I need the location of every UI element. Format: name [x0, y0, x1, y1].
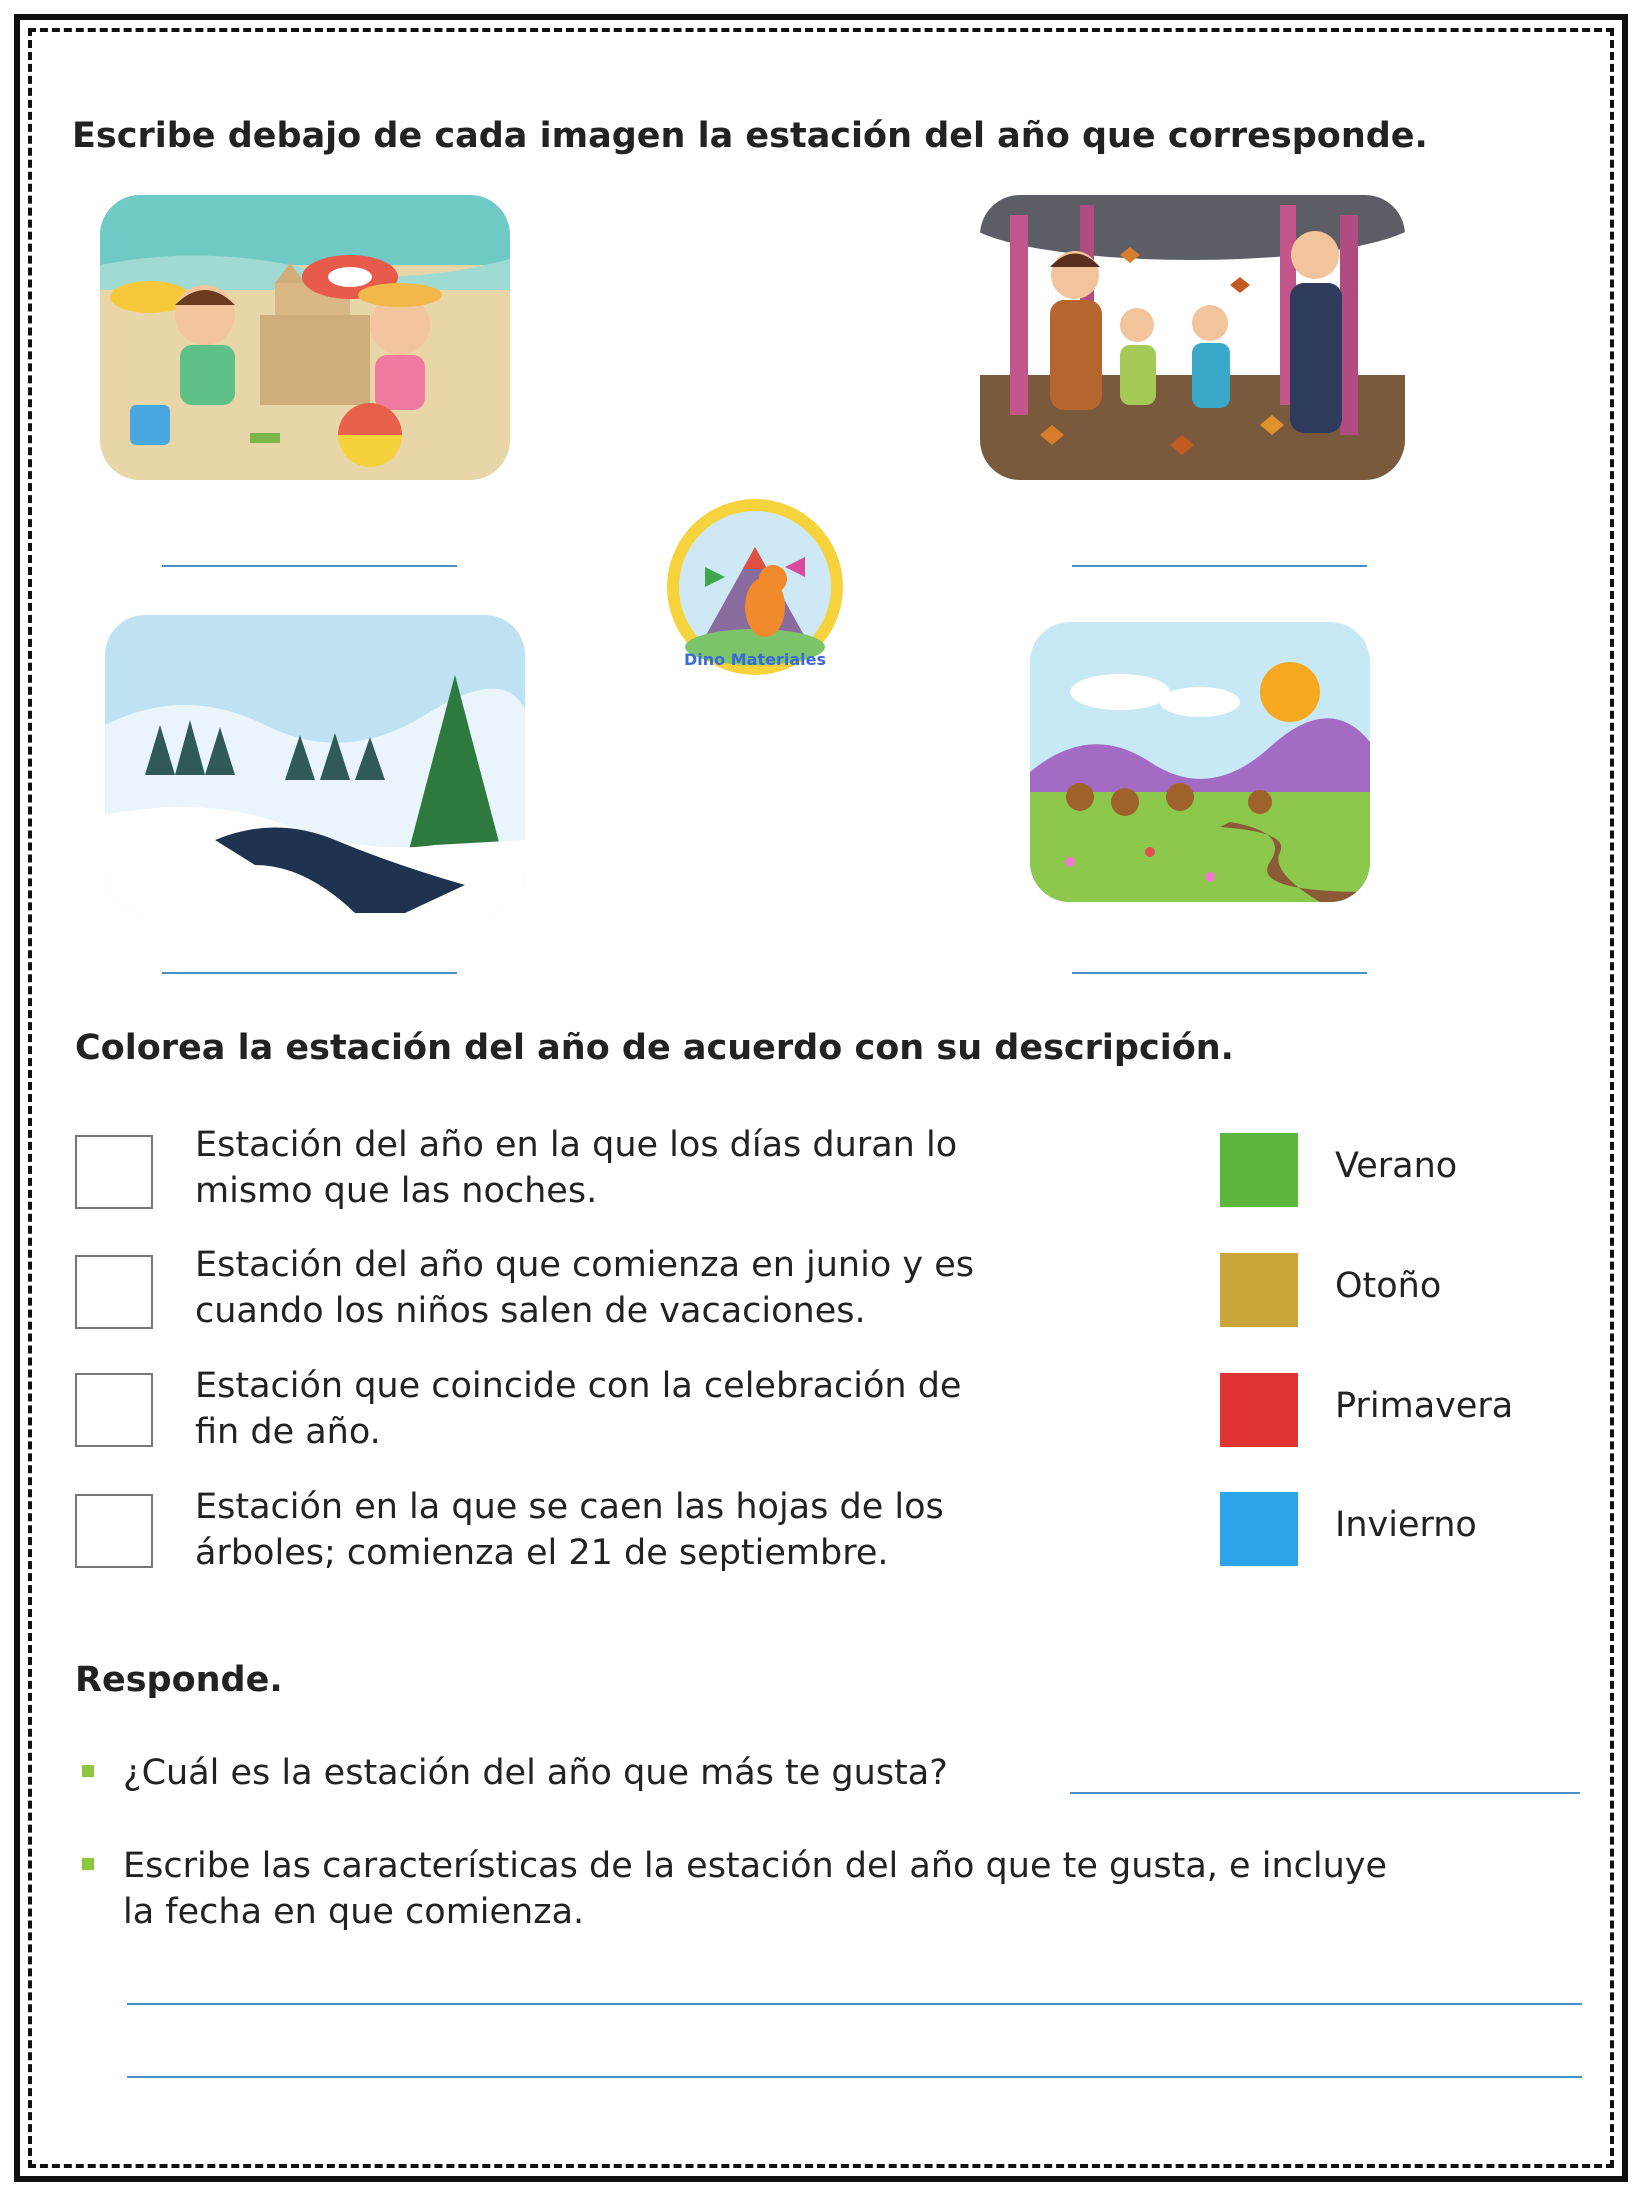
illustration-autumn-park	[980, 195, 1405, 480]
heading-responde: Responde.	[75, 1660, 283, 1700]
answer-line-q2-1[interactable]	[127, 2003, 1582, 2005]
answer-line-autumn[interactable]	[1072, 565, 1367, 567]
answer-line-q1[interactable]	[1070, 1792, 1580, 1794]
color-box-2[interactable]	[75, 1255, 153, 1329]
legend-swatch-otono	[1220, 1253, 1298, 1327]
question-1: ¿Cuál es la estación del año que más te gusta?	[123, 1753, 948, 1793]
instruction-seasons-images: Escribe debajo de cada imagen la estación del año que corresponde.	[72, 116, 1428, 156]
description-4: Estación en la que se caen las hojas de los árboles; comienza el 21 de septiembre.	[195, 1487, 944, 1573]
bullet-2	[82, 1858, 94, 1870]
question-2: Escribe las características de la estación del año que te gusta, e incluye la fecha en que comienza.	[123, 1846, 1388, 1932]
description-3: Estación que coincide con la celebración de fin de año.	[195, 1366, 962, 1452]
description-2: Estación del año que comienza en junio y es cuando los niños salen de vacaciones.	[195, 1245, 974, 1331]
description-1: Estación del año en la que los días duran lo mismo que las noches.	[195, 1125, 958, 1211]
logo-text: Dino Materiales	[684, 650, 826, 669]
bullet-1	[82, 1765, 94, 1777]
answer-line-spring[interactable]	[1072, 972, 1367, 974]
answer-line-summer[interactable]	[162, 565, 457, 567]
color-box-3[interactable]	[75, 1373, 153, 1447]
legend-swatch-primavera	[1220, 1373, 1298, 1447]
legend-swatch-invierno	[1220, 1492, 1298, 1566]
dino-materiales-logo	[665, 497, 845, 677]
color-box-1[interactable]	[75, 1135, 153, 1209]
illustration-winter-snow	[105, 615, 525, 913]
illustration-summer-beach	[100, 195, 510, 480]
legend-label-otono: Otoño	[1335, 1266, 1442, 1306]
answer-line-q2-2[interactable]	[127, 2076, 1582, 2078]
legend-label-invierno: Invierno	[1335, 1505, 1477, 1545]
legend-label-verano: Verano	[1335, 1146, 1458, 1186]
illustration-spring-field	[1030, 622, 1370, 902]
legend-swatch-verano	[1220, 1133, 1298, 1207]
instruction-color-seasons: Colorea la estación del año de acuerdo con su descripción.	[75, 1028, 1234, 1068]
legend-label-primavera: Primavera	[1335, 1386, 1514, 1426]
color-box-4[interactable]	[75, 1494, 153, 1568]
answer-line-winter[interactable]	[162, 972, 457, 974]
